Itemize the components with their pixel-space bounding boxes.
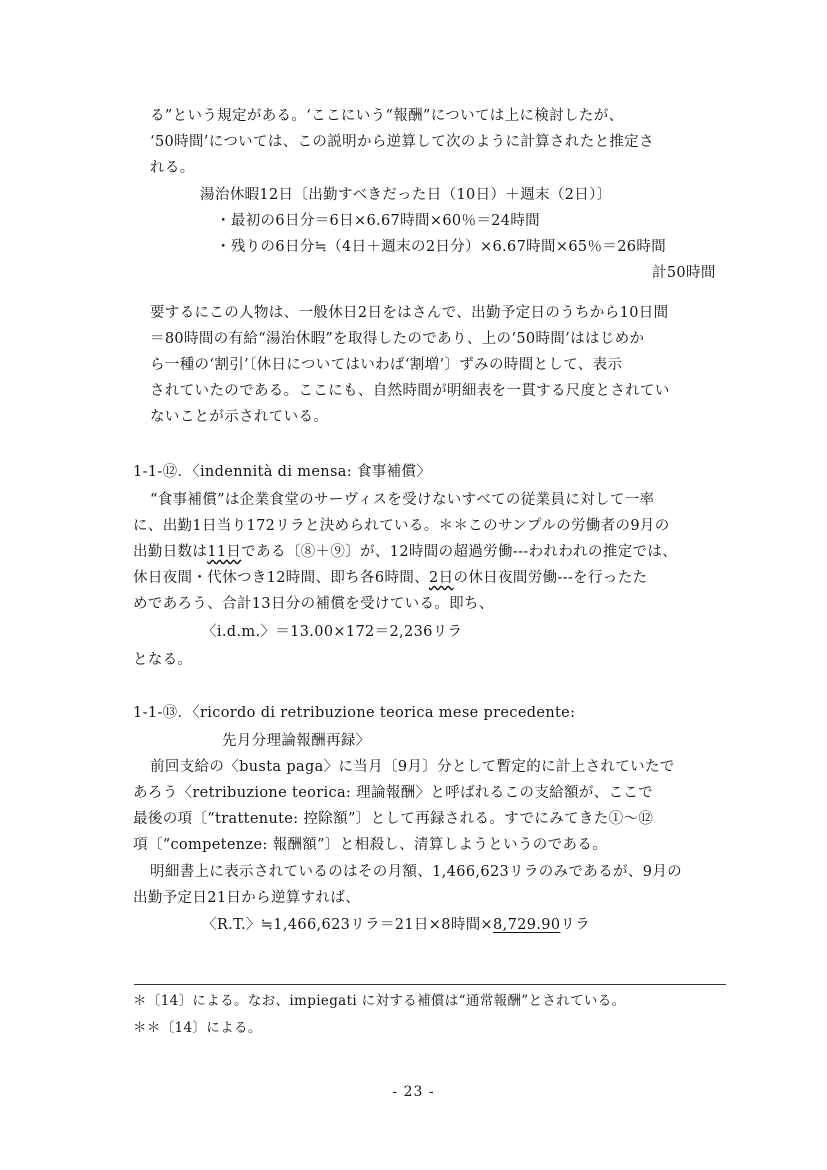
underlined-value: 11日 [207, 544, 242, 560]
body-text-line: ないことが示されている。 [150, 409, 329, 425]
calc-line: ・最初の6日分＝6日×6.67時間×60％＝24時間 [216, 213, 541, 229]
section-heading-cont: 先月分理論報酬再録〉 [222, 733, 371, 749]
body-text-line: 明細書上に表示されているのはその月額、1,466,623リラのみであるが、9月の [150, 864, 683, 880]
body-text-line: ‘50時間’については、この説明から逆算して次のように計算されたと推定さ [150, 134, 654, 150]
formula: 〈i.d.m.〉＝13.00×172＝2,236リラ [202, 624, 463, 640]
underlined-value: 2日 [429, 570, 454, 586]
calc-total: 計50時間 [652, 265, 716, 281]
section-heading: 1-1-⑫．〈indennità di mensa: 食事補償〉 [133, 464, 432, 480]
body-text-line: ＝80時間の有給“湯治休暇”を取得したのであり、上の‘50時間’ははじめか [150, 331, 645, 347]
footnote: ＊＊〔14〕による。 [133, 1020, 262, 1036]
body-text-line: る”という規定がある。‘ここにいう“報酬”については上に検討したが、 [150, 108, 624, 124]
body-text-line: 項〔“competenze: 報酬額”〕と相殺し、清算しようというのである。 [133, 837, 608, 853]
body-text-line: ら一種の‘割引’〔休日についてはいわば‘割増’〕ずみの時間として、表示 [150, 357, 623, 373]
calc-line: ・残りの6日分≒（4日＋週末の2日分）×6.67時間×65％＝26時間 [216, 239, 667, 255]
body-text-line: あろう〈retribuzione teorica: 理論報酬〉と呼ばれるこの支給額が、ここで [133, 785, 654, 801]
body-text-line: となる。 [133, 652, 193, 668]
body-text-line: めであろう、合計13日分の補償を受けている。即ち、 [133, 596, 494, 612]
body-text-line: 要するにこの人物は、一般休日2日をはさんで、出勤予定日のうちから10日間 [150, 305, 669, 321]
body-text-line: 出勤日数は11日である〔⑧＋⑨〕が、12時間の超過労働---われわれの推定では、 [133, 544, 678, 560]
body-text-line: 前回支給の〈busta paga〉に当月〔9月〕分として暫定的に計上されていたで [150, 759, 675, 775]
body-text-line: 休日夜間・代休つき12時間、即ち各6時間、2日の休日夜間労働---を行ったた [133, 570, 648, 586]
underlined-value: 8,729.90 [493, 917, 561, 933]
body-text-line: に、出勤1日当り172リラと決められている。＊＊このサンプルの労働者の9月の [133, 518, 670, 534]
section-heading: 1-1-⑬．〈ricordo di retribuzione teorica mese precedente: [133, 705, 576, 721]
body-text-line: されていたのである。ここにも、自然時間が明細表を一貫する尺度とされてい [150, 383, 670, 399]
body-text-line: 最後の項〔“trattenute: 控除額”〕として再録される。すでにみてきた①～⑫ [133, 811, 654, 827]
body-text-line: “食事補償”は企業食堂のサーヴィスを受けないすべての従業員に対して一率 [150, 492, 655, 508]
page-number: - 23 - [392, 1084, 435, 1100]
footnote-divider [134, 984, 726, 985]
formula: 〈R.T.〉≒1,466,623リラ＝21日×8時間×8,729.90リラ [202, 917, 591, 933]
footnote: ＊〔14〕による。なお、impiegati に対する補償は“通常報酬”とされている。 [133, 993, 626, 1009]
calc-header: 湯治休暇12日〔出勤すべきだった日（10日）＋週末（2日）〕 [200, 187, 612, 203]
body-text-line: れる。 [150, 160, 195, 176]
body-text-line: 出勤予定日21日から逆算すれば、 [133, 890, 361, 906]
